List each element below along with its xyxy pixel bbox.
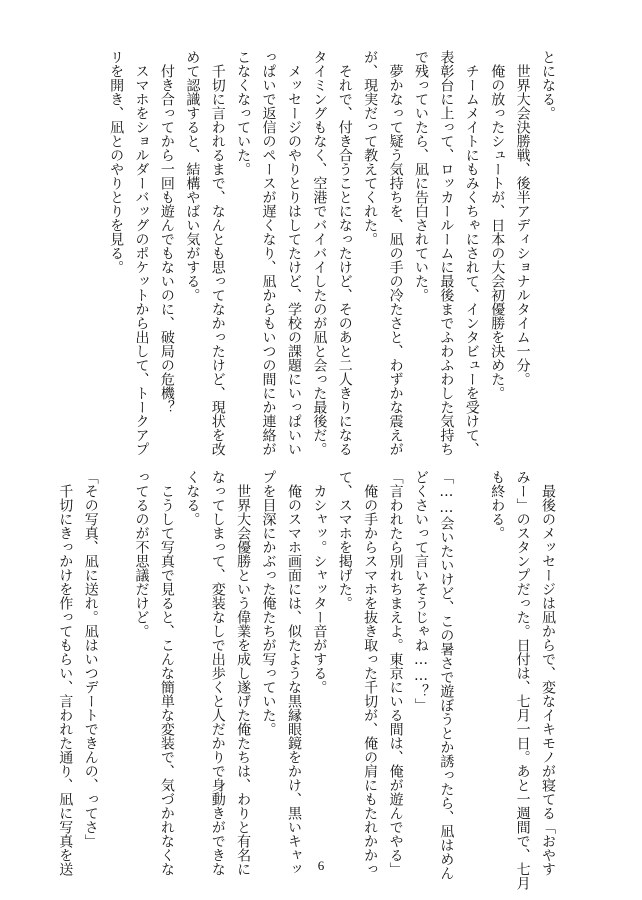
text-line: こなくなっていた。: [235, 50, 252, 176]
text-line: どくさいって言いそうじゃね……？」: [412, 470, 429, 712]
text-line: みー」のスタンプだった。日付は、七月一日。あと一週間で、七月: [514, 470, 531, 890]
upper-text-block: [108, 50, 560, 456]
text-line: 千切にきっかけを作ってもらい、言われた通り、凪に写真を送: [57, 470, 74, 876]
text-line: リを開き、凪とのやりとりを見る。: [108, 50, 125, 274]
text-line: メッセージのやりとりはしてたけど、学校の課題にいっぱいい: [285, 50, 302, 456]
text-line: スマホをショルダーバッグのポケットから出して、トークアプ: [133, 50, 150, 456]
text-line: 俺の手からスマホを抜き取った千切が、俺の肩にもたれかかっ: [362, 470, 379, 876]
text-line: 世界大会優勝という偉業を成し遂げた俺たちは、わりと有名に: [235, 470, 252, 876]
text-line: 「言われたら別れちまえよ。東京にいる間は、俺が遊んでやる」: [387, 470, 404, 876]
text-line: 世界大会決勝戦、後半アディショナルタイム一分。: [514, 50, 531, 386]
text-line: [103, 470, 128, 835]
text-line: も終わる。: [489, 470, 506, 540]
text-line: ってるのが不思議だけど。: [133, 470, 150, 638]
text-line: が、現実だって教えてくれた。: [362, 50, 379, 246]
text-line: こうして写真で見ると、こんな簡単な変装で、気づかれなくな: [158, 470, 175, 876]
text-line: 最後のメッセージは凪からで、変なイキモノが寝てる「おやす: [540, 470, 556, 876]
page-number: 6: [317, 858, 325, 873]
text-line: 付き合ってから一回も遊んでもないのに、破局の危機？: [158, 50, 175, 414]
text-line: っぱいで返信のペースが遅くなり、凪からもいつの間にか連絡が: [260, 50, 277, 456]
text-line: それで、付き合うことになったけど、そのあと二人きりになる: [336, 50, 353, 456]
text-line: 「その写真、凪に送れ。凪はいつデートできんの、ってさ」: [82, 470, 99, 848]
text-line: プを目深にかぶった俺たちが写っていた。: [260, 470, 277, 736]
text-line: チームメイトにもみくちゃにされて、インタビューを受けて、: [463, 50, 480, 456]
text-line: 俺の放ったシュートが、日本の大会初優勝を決めた。: [489, 50, 506, 400]
text-line: 千切に言われるまで、なんとも思ってなかったけど、現状を改: [209, 50, 226, 456]
lower-text-block: [57, 470, 560, 890]
text-line: 表彰台に上って、ロッカールームに最後までふわふわした気持ち: [438, 50, 455, 456]
text-line: 「……会いたいけど、この暑さで遊ぼうとか誘ったら、凪はめん: [438, 470, 455, 880]
text-line: 俺のスマホ画面には、似たような黒縁眼鏡をかけ、黒いキャッ: [285, 470, 302, 876]
text-line: 夢かなって疑う気持ちを、凪の手の冷たさと、わずかな震えが: [387, 50, 404, 456]
text-line: て、スマホを掲げた。: [336, 470, 353, 610]
text-line: カシャッ。シャッター音がする。: [311, 470, 328, 694]
text-line: タイミングもなく、空港でバイバイしたのが凪と会った最後だ。: [311, 50, 328, 456]
text-line: めて認識すると、結構やばい気がする。: [184, 50, 201, 302]
text-line: とになる。: [540, 50, 556, 120]
text-line: で残っていたら、凪に告白されていた。: [412, 50, 429, 302]
text-line: くなる。: [184, 470, 201, 526]
text-line: なってしまって、変装なしで出歩くと人だかりで身動きができな: [209, 470, 226, 876]
text-line: [458, 470, 483, 835]
